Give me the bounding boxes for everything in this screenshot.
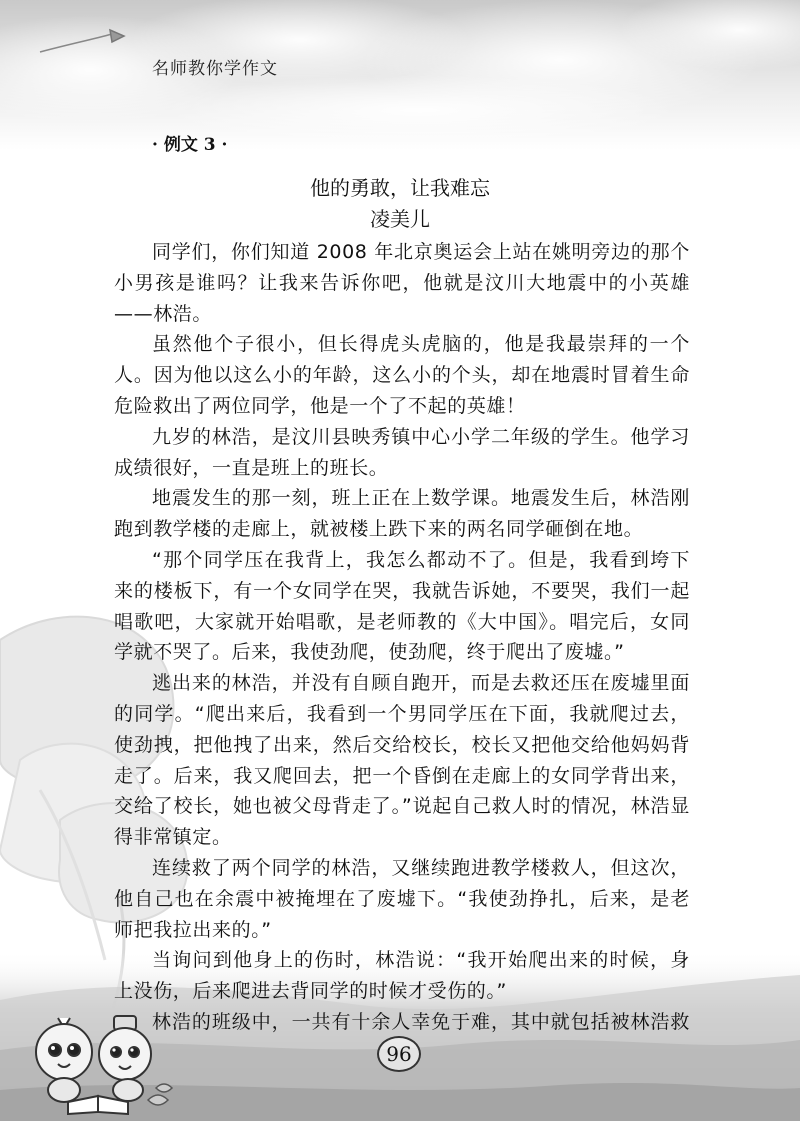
essay-title: 他的勇敢，让我难忘 (310, 176, 490, 200)
essay-paragraph: 连续救了两个同学的林浩，又继续跑进教学楼救人，但这次，他自己也在余震中被掩埋在了废墟下。“我使劲挣扎，后来，是老师把我拉出来的。” (114, 856, 690, 941)
mascot-right-icon (99, 1016, 151, 1101)
example-label: · 例文 3 · (152, 135, 228, 155)
essay-body (114, 237, 690, 1069)
essay-author: 凌美儿 (370, 207, 430, 231)
essay-paragraph: 当询问到他身上的伤时，林浩说：“我开始爬出来的时候，身上没伤，后来爬进去背同学的时候才受伤的。” (114, 949, 690, 1003)
leaf-icon (148, 1084, 172, 1105)
essay-paragraph: “那个同学压在我背上，我怎么都动不了。但是，我看到垮下来的楼板下，有一个女同学在哭，我就告诉她，不要哭，我们一起唱歌吧，大家就开始唱歌，是老师教的《大中国》。唱完后，女同学就不哭了。后来，我使劲爬，使劲爬，终于爬出了废墟。” (114, 548, 690, 664)
essay-paragraph: 虽然他个子很小，但长得虎头虎脑的，他是我最崇拜的一个人。因为他以这么小的年龄，这么小的个头，却在地震时冒着生命危险救出了两位同学，他是一个了不起的英雄！ (114, 333, 690, 417)
cartoon-mascots-illustration (28, 1010, 178, 1115)
essay-paragraph: 地震发生的那一刻，班上正在上数学课。地震发生后，林浩刚跑到教学楼的走廊上，就被楼上跌下来的两名同学砸倒在地。 (114, 487, 690, 541)
sky-clouds-decoration (0, 0, 800, 150)
essay-paragraph: 九岁的林浩，是汶川县映秀镇中心小学二年级的学生。他学习成绩很好，一直是班上的班长。 (114, 425, 690, 479)
book-title-header: 名师教你学作文 (152, 59, 278, 79)
essay-paragraph: 同学们，你们知道 2008 年北京奥运会上站在姚明旁边的那个小男孩是谁吗？让我来告诉你吧，他就是汶川大地震中的小英雄——林浩。 (114, 241, 690, 325)
essay-paragraph: 林浩的班级中，一共有十余人幸免于难，其中就包括被林浩救 (152, 1010, 690, 1033)
page-number: 96 (377, 1036, 421, 1072)
mascot-left-icon (36, 1018, 92, 1102)
essay-paragraph: 逃出来的林浩，并没有自顾自跑开，而是去救还压在废墟里面的同学。“爬出来后，我看到一个男同学压在下面，我就爬过去，使劲拽，把他拽了出来，然后交给校长，校长又把他交给他妈妈背走了。后来，我又爬回去，把一个昏倒在走廊上的女同学背出来，交给了校长，她也被父母背走了。”说起自己救人时的情况，林浩显得非常镇定。 (114, 672, 690, 849)
